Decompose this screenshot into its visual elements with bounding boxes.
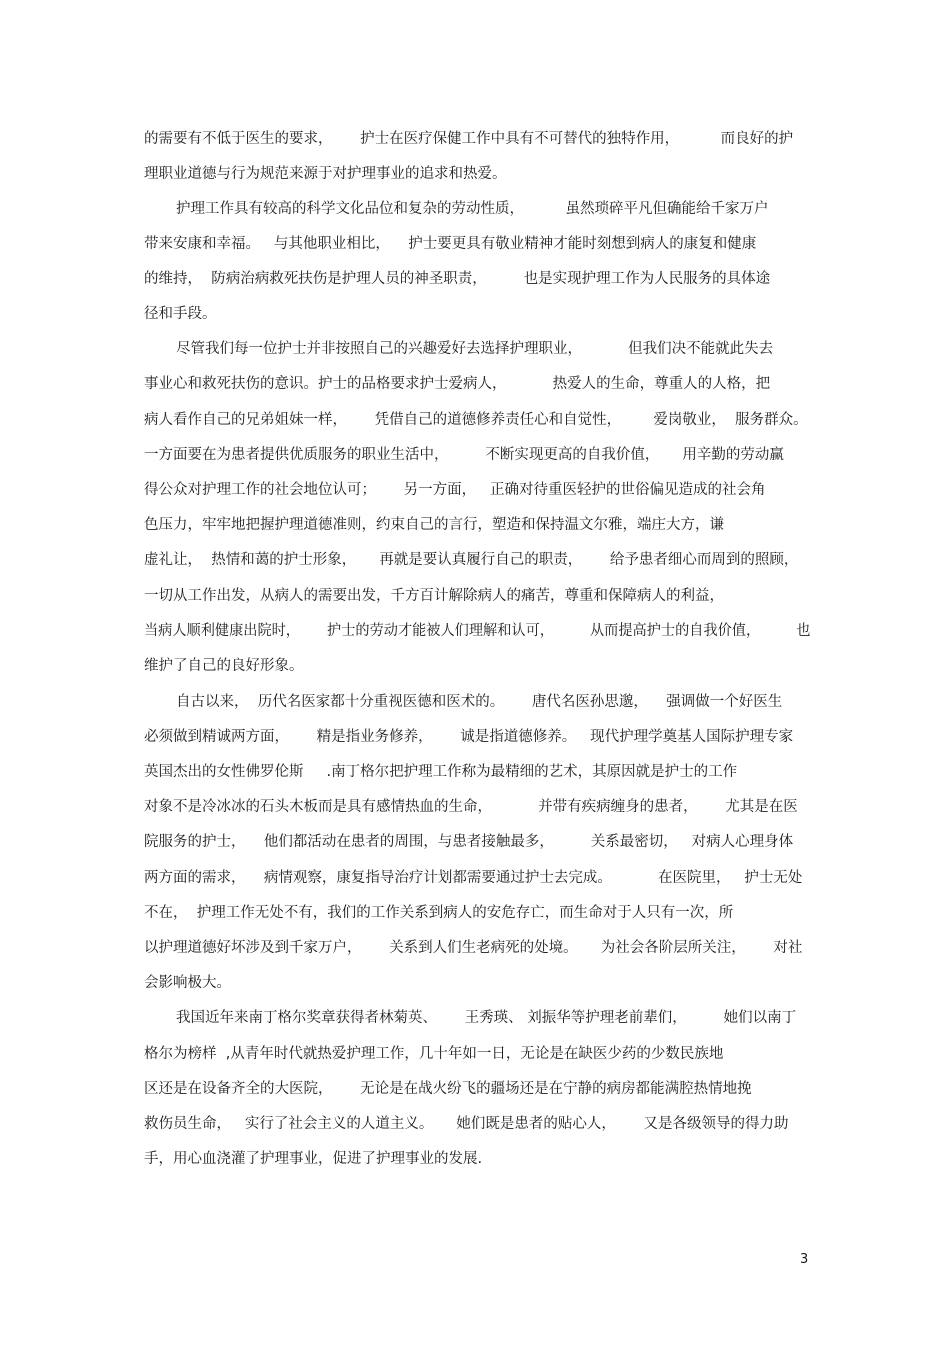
text-line: 色压力，牢牢地把握护理道德准则，约束自己的言行，塑造和保持温文尔雅，端庄大方，谦 xyxy=(144,517,724,533)
text-line: 护理工作具有较高的科学文化品位和复杂的劳动性质， 虽然琐碎平凡但确能给千家万户 xyxy=(176,201,769,217)
text-line: 自古以来， 历代名医家都十分重视医德和医术的。 唐代名医孙思邈， 强调做一个好医生 xyxy=(176,694,783,710)
text-line: 的维持， 防病治病救死扶伤是护理人员的神圣职责， 也是实现护理工作为人民服务的具体途 xyxy=(144,271,771,287)
text-line: 格尔为榜样 ,从青年时代就热爱护理工作，几十年如一日，无论是在缺医少药的少数民族地 xyxy=(144,1046,724,1062)
text-line: 虚礼让， 热情和蔼的护士形象， 再就是要认真履行自己的职责， 给予患者细心而周到的照顾， xyxy=(144,552,799,568)
text-line: 一方面要在为患者提供优质服务的职业生活中， 不断实现更高的自我价值， 用辛勤的劳动赢 xyxy=(144,447,784,463)
text-line: 病人看作自己的兄弟姐妹一样， 凭借自己的道德修养责任心和自觉性， 爱岗敬业， 服务群众。 xyxy=(144,412,808,428)
text-line: 一切从工作出发，从病人的需要出发，千方百计解除病人的痛苦，尊重和保障病人的利益， xyxy=(144,588,724,604)
text-line: 的需要有不低于医生的要求， 护士在医疗保健工作中具有不可替代的独特作用， 而良好的护 xyxy=(144,131,794,147)
text-line: 径和手段。 xyxy=(144,306,217,322)
text-line: 院服务的护士， 他们都活动在患者的周围，与患者接触最多， 关系最密切， 对病人心理身体 xyxy=(144,834,794,850)
text-line: 不在， 护理工作无处不有，我们的工作关系到病人的安危存亡，而生命对于人只有一次，所 xyxy=(144,905,734,921)
text-line: 英国杰出的女性佛罗伦斯 .南丁格尔把护理工作称为最精细的艺术，其原因就是护士的工作 xyxy=(144,764,738,780)
text-line: 手，用心血浇灌了护理事业，促进了护理事业的发展. xyxy=(144,1151,483,1167)
text-line: 得公众对护理工作的社会地位认可； 另一方面， 正确对待重医轻护的世俗偏见造成的社会角 xyxy=(144,482,766,498)
text-line: 事业心和救死扶伤的意识。护士的品格要求护士爱病人， 热爱人的生命，尊重人的人格，把 xyxy=(144,376,771,392)
text-line: 维护了自己的良好形象。 xyxy=(144,658,304,674)
text-line: 以护理道德好坏涉及到千家万户， 关系到人们生老病死的处境。 为社会各阶层所关注， 对社 xyxy=(144,940,803,956)
text-line: 我国近年来南丁格尔奖章获得者林菊英、 王秀瑛、 刘振华等护理老前辈们， 她们以南丁 xyxy=(176,1010,797,1026)
text-line: 救伤员生命， 实行了社会主义的人道主义。 她们既是患者的贴心人， 又是各级领导的得力助 xyxy=(144,1116,789,1132)
text-line: 理职业道德与行为规范来源于对护理事业的追求和热爱。 xyxy=(144,166,507,182)
text-line: 带来安康和幸福。 与其他职业相比， 护士要更具有敬业精神才能时刻想到病人的康复和健康 xyxy=(144,236,757,252)
text-line: 会影响极大。 xyxy=(144,975,231,991)
text-line: 当病人顺利健康出院时， 护士的劳动才能被人们理解和认可， 从而提高护士的自我价值， 也 xyxy=(144,623,811,639)
text-line: 两方面的需求， 病情观察，康复指导治疗计划都需要通过护士去完成。 在医院里， 护士无处 xyxy=(144,870,803,886)
page-number: 3 xyxy=(800,1252,809,1267)
text-line: 必须做到精诚两方面， 精是指业务修养， 诚是指道德修养。 现代护理学奠基人国际护理专家 xyxy=(144,729,794,745)
text-line: 尽管我们每一位护士并非按照自己的兴趣爱好去选择护理职业， 但我们决不能就此失去 xyxy=(176,341,774,357)
text-line: 区还是在设备齐全的大医院， 无论是在战火纷飞的疆场还是在宁静的病房都能满腔热情地挽 xyxy=(144,1081,752,1097)
text-line: 对象不是冷冰冰的石头木板而是具有感情热血的生命， 并带有疾病缠身的患者， 尤其是在医 xyxy=(144,799,798,815)
